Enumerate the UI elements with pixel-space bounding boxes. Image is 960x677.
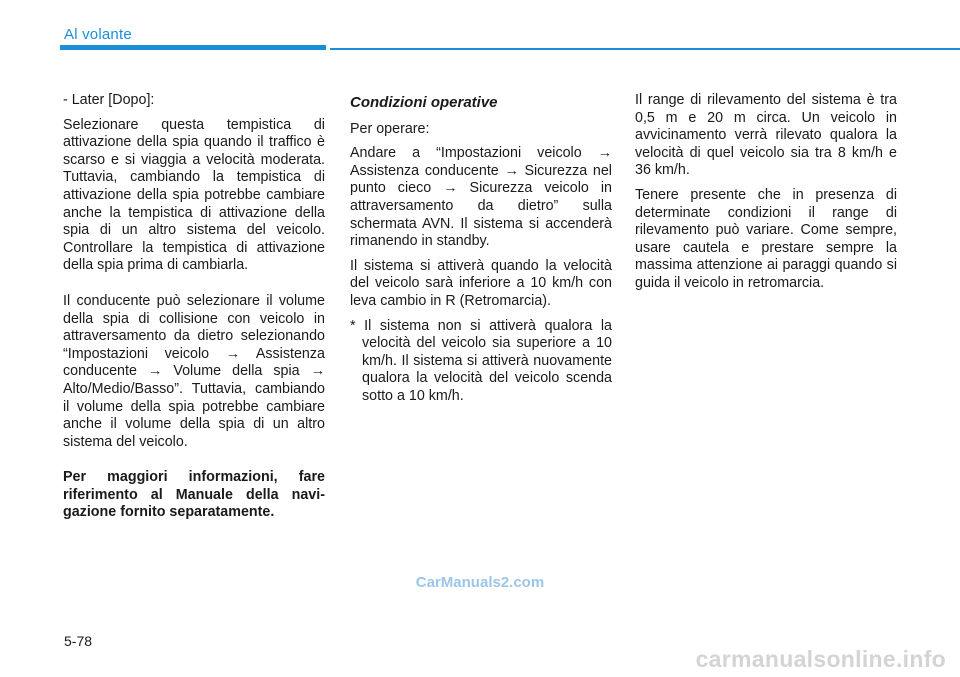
- operating-conditions-heading: Condizioni operative: [350, 94, 498, 111]
- to-operate-label: Per operare:: [350, 120, 430, 137]
- volume-paragraph: Il conducente può selezionare il volume della spia di collisione con veicolo in attraversamento da dietro selezionando “Impostazioni veicolo → Assistenza conducente → Volume della spia → Alto/Medio/Basso”. Tuttavia, cambiando il volume della spia potrebbe cambiare anche il volume della spia di un altro sistema del veicolo.: [63, 292, 325, 450]
- watermark-logo: CarManuals2.com: [415, 574, 545, 591]
- header-rule: [330, 48, 960, 50]
- detection-range-paragraph: Il range di rilevamento del sistema è tra 0,5 m e 20 m circa. Un veicolo in avvicinamento verrà rilevato qualora la velocità di quel veicolo sia tra 8 km/h e 36 km/h.: [635, 92, 897, 179]
- activation-condition: Il sistema si attiverà quando la velocità del veicolo sarà inferiore a 10 km/h con leva cambio in R (Retromarcia).: [350, 257, 612, 309]
- section-title: Al volante: [64, 26, 132, 43]
- text-column-right: [635, 92, 897, 300]
- later-option-description: Selezionare questa tempistica di attivazione della spia quando il traffico è scarso e si viaggia a velocità moderata. Tuttavia, cambiando la tempistica di attivazione della spia potrebbe cambiare anche la tempistica di attivazione della spia di un altro sistema del veicolo. Controllare la tempistica di attivazione della spia prima di cambiarla.: [63, 116, 325, 274]
- later-option-label: - Later [Dopo]:: [63, 92, 155, 108]
- navigation-manual-note: Per maggiori informazioni, fare riferimento al Manuale della navi-gazione fornito separatamente.: [63, 469, 325, 521]
- activation-steps: Andare a “Impostazioni veicolo → Assistenza conducente → Sicurezza nel punto cieco → Sicurezza veicolo in attraversamento da dietro” sulla schermata AVN. Il sistema si accenderà rimanendo in standby.: [350, 145, 612, 250]
- caution-paragraph: Tenere presente che in presenza di determinate condizioni il range di rilevamento può variare. Come sempre, usare cautela e prestare sempre la massima attenzione ai paraggi quando si guida il veicolo in retromarcia.: [635, 186, 897, 291]
- speed-note: * Il sistema non si attiverà qualora la velocità del veicolo sia superiore a 10 km/h. Il sistema si attiverà nuovamente qualora la velocità del veicolo scenda sotto a 10 km/h.: [350, 317, 612, 404]
- page-number: 5-78: [64, 633, 93, 649]
- footer-watermark: carmanualsonline.info: [695, 646, 946, 672]
- text-column-middle: [350, 92, 612, 413]
- text-column-left: [63, 92, 325, 529]
- header-accent-bar: [60, 45, 326, 50]
